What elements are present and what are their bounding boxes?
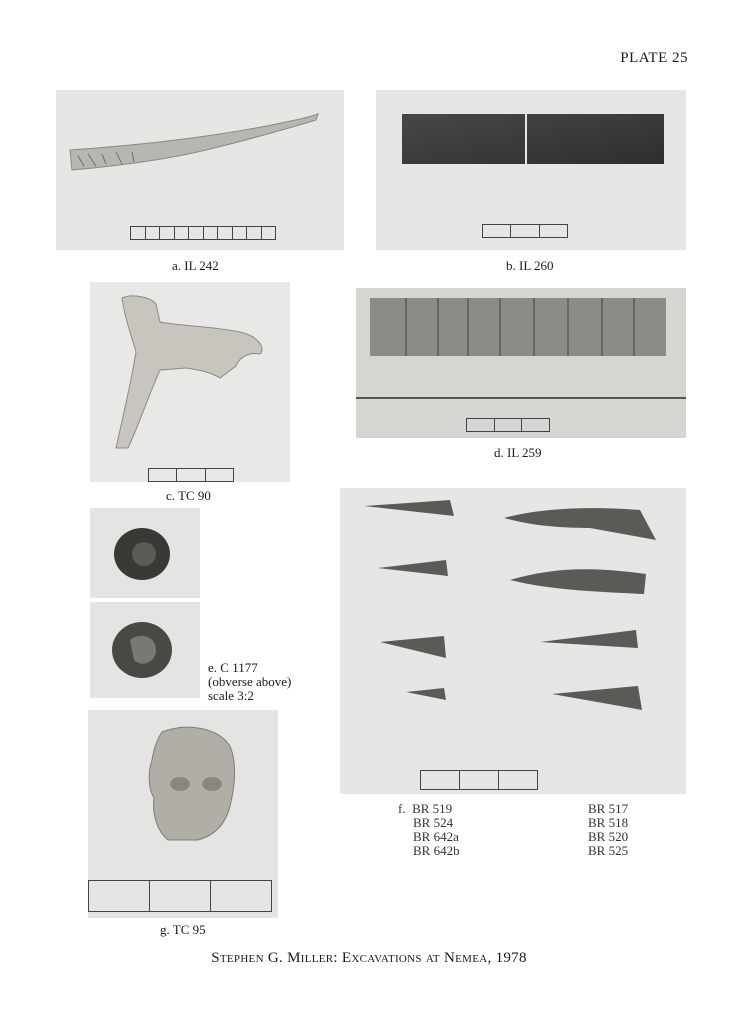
lead-strip-image — [356, 288, 686, 438]
photo-a-inscribed-strip — [56, 90, 344, 250]
list-item: BR 519 — [412, 801, 453, 816]
list-f-left — [398, 802, 460, 858]
terracotta-figurine-image — [90, 282, 290, 482]
list-item: BR 517 — [588, 801, 629, 816]
list-item: BR 642a — [413, 829, 459, 844]
scale-bar — [130, 226, 276, 240]
list-item: BR 524 — [413, 815, 454, 830]
plate-number: PLATE 25 — [620, 50, 688, 66]
scale-bar — [466, 418, 550, 432]
caption-e-line-3: scale 3:2 — [208, 688, 254, 703]
list-item: BR 642b — [413, 843, 460, 858]
scale-bar — [420, 770, 538, 790]
arrowheads-image — [340, 488, 686, 794]
caption-b: b. IL 260 — [506, 258, 554, 273]
list-f-right — [588, 802, 628, 858]
photo-e-coin-obverse — [90, 508, 200, 598]
caption-e — [208, 661, 291, 703]
caption-d: d. IL 259 — [494, 445, 542, 460]
photo-c-terracotta — [90, 282, 290, 482]
scale-bar — [482, 224, 568, 238]
list-item: BR 520 — [588, 829, 629, 844]
photo-d-lead-strip — [356, 288, 686, 438]
photo-f-arrowheads — [340, 488, 686, 794]
photo-b-lead-strip — [376, 90, 686, 250]
caption-e-line-1: e. C 1177 — [208, 660, 258, 675]
caption-e-line-2: (obverse above) — [208, 674, 292, 689]
caption-g: g. TC 95 — [160, 922, 206, 937]
list-item: BR 518 — [588, 815, 629, 830]
photo-g-terracotta-head — [88, 710, 278, 918]
caption-a: a. IL 242 — [172, 258, 219, 273]
list-f-label: f. — [398, 801, 406, 816]
scale-bar — [148, 468, 234, 482]
caption-c: c. TC 90 — [166, 488, 211, 503]
coin-reverse-image — [90, 602, 200, 698]
footer-citation: Stephen G. Miller: Excavations at Nemea, 1978 — [211, 950, 527, 966]
photo-e-coin-reverse — [90, 602, 200, 698]
list-item: BR 525 — [588, 843, 629, 858]
scale-bar — [88, 880, 272, 912]
coin-obverse-image — [90, 508, 200, 598]
